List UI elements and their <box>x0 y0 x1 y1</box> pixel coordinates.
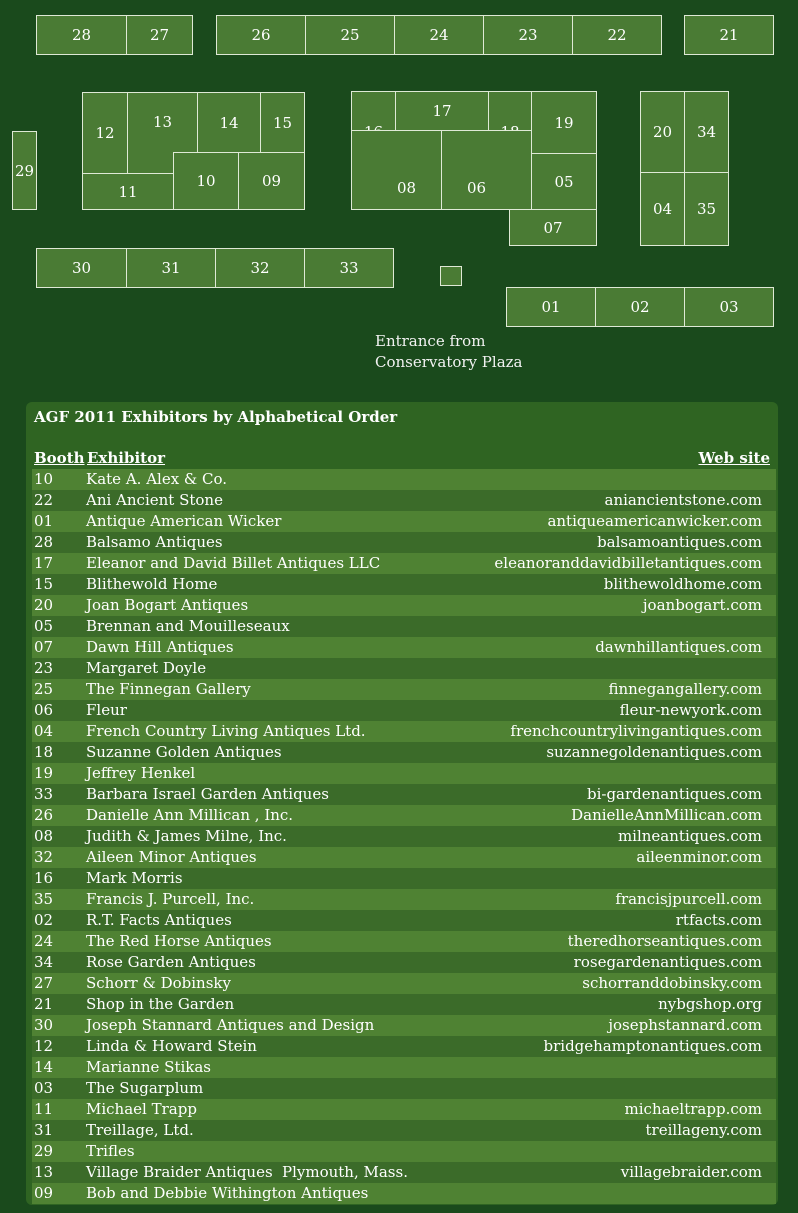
booth-22[interactable]: 22 <box>572 15 662 55</box>
row-website-link[interactable]: fleur-newyork.com <box>619 701 762 719</box>
row-booth: 20 <box>34 596 54 614</box>
table-row <box>32 532 776 553</box>
row-booth: 25 <box>34 680 54 698</box>
table-row <box>32 469 776 490</box>
row-website-link[interactable]: eleanoranddavidbilletantiques.com <box>494 554 762 572</box>
row-exhibitor: Suzanne Golden Antiques <box>86 743 282 761</box>
row-booth: 24 <box>34 932 54 950</box>
booth-10[interactable]: 10 <box>173 152 239 210</box>
booth-15[interactable]: 15 <box>260 92 305 153</box>
row-exhibitor: Blithewold Home <box>86 575 218 593</box>
exhibitor-table-panel <box>26 402 778 1205</box>
table-row <box>32 1036 776 1057</box>
row-website-link[interactable]: josephstannard.com <box>608 1016 762 1034</box>
row-booth: 13 <box>34 1163 54 1181</box>
booth-07[interactable]: 07 <box>509 209 597 246</box>
booth-12[interactable]: 12 <box>82 92 128 174</box>
row-website-link[interactable]: rtfacts.com <box>675 911 762 929</box>
booth-34[interactable]: 34 <box>684 91 729 173</box>
row-website-link[interactable]: nybgshop.org <box>658 995 762 1013</box>
table-row <box>32 763 776 784</box>
row-booth: 07 <box>34 638 54 656</box>
row-booth: 12 <box>34 1037 54 1055</box>
row-website-link[interactable]: villagebraider.com <box>620 1163 762 1181</box>
row-booth: 28 <box>34 533 54 551</box>
table-row <box>32 784 776 805</box>
row-exhibitor: Schorr & Dobinsky <box>86 974 231 992</box>
row-exhibitor: Rose Garden Antiques <box>86 953 256 971</box>
table-row <box>32 490 776 511</box>
row-exhibitor: Marianne Stikas <box>86 1058 212 1076</box>
booth-31[interactable]: 31 <box>126 248 216 288</box>
row-website-link[interactable]: schorranddobinsky.com <box>582 974 762 992</box>
table-row <box>32 847 776 868</box>
row-exhibitor: Joan Bogart Antiques <box>86 596 249 614</box>
booth-19[interactable]: 19 <box>531 91 597 154</box>
booth-08[interactable]: 08 <box>351 130 442 210</box>
row-exhibitor: Francis J. Purcell, Inc. <box>86 890 255 908</box>
row-booth: 06 <box>34 701 54 719</box>
row-website-link[interactable]: blithewoldhome.com <box>603 575 762 593</box>
booth-24[interactable]: 24 <box>394 15 484 55</box>
row-website-link[interactable]: rosegardenantiques.com <box>573 953 762 971</box>
table-row <box>32 910 776 931</box>
row-exhibitor: Michael Trapp <box>86 1100 197 1118</box>
booth-32[interactable]: 32 <box>215 248 305 288</box>
row-booth: 04 <box>34 722 54 740</box>
row-exhibitor: R.T. Facts Antiques <box>86 911 232 929</box>
booth-26[interactable]: 26 <box>216 15 306 55</box>
row-booth: 32 <box>34 848 54 866</box>
row-website-link[interactable]: bi-gardenantiques.com <box>586 785 762 803</box>
row-website-link[interactable]: aileenminor.com <box>636 848 762 866</box>
booth-09[interactable]: 09 <box>238 152 305 210</box>
row-exhibitor: The Sugarplum <box>86 1079 204 1097</box>
row-booth: 15 <box>34 575 54 593</box>
row-exhibitor: Village Braider Antiques <box>86 1163 273 1181</box>
table-row <box>32 868 776 889</box>
row-exhibitor: Treillage, Ltd. <box>86 1121 194 1139</box>
table-row <box>32 1141 776 1162</box>
table-header-row <box>34 449 770 469</box>
table-row <box>32 616 776 637</box>
table-row <box>32 1162 776 1183</box>
row-exhibitor: Trifles <box>86 1142 135 1160</box>
row-booth: 33 <box>34 785 54 803</box>
table-row <box>32 1015 776 1036</box>
row-website-link[interactable]: treillageny.com <box>645 1121 762 1139</box>
booth-11[interactable]: 11 <box>82 173 174 210</box>
row-location: Plymouth, Mass. <box>282 1163 408 1181</box>
booth-21[interactable]: 21 <box>684 15 774 55</box>
row-booth: 29 <box>34 1142 54 1160</box>
table-row <box>32 1099 776 1120</box>
table-row <box>32 805 776 826</box>
row-exhibitor: Eleanor and David Billet Antiques LLC <box>86 554 381 572</box>
row-website-link[interactable]: finnegangallery.com <box>608 680 762 698</box>
row-exhibitor: Judith & James Milne, Inc. <box>86 827 287 845</box>
header-booth: Booth <box>34 449 85 467</box>
table-row <box>32 1057 776 1078</box>
row-booth: 35 <box>34 890 54 908</box>
row-booth: 34 <box>34 953 54 971</box>
row-exhibitor: Antique American Wicker <box>86 512 282 530</box>
row-booth: 03 <box>34 1079 54 1097</box>
row-booth: 19 <box>34 764 54 782</box>
row-booth: 14 <box>34 1058 54 1076</box>
table-row <box>32 700 776 721</box>
row-website-link[interactable]: bridgehamptonantiques.com <box>543 1037 762 1055</box>
table-row <box>32 553 776 574</box>
booth-20[interactable]: 20 <box>640 91 685 173</box>
booth-14[interactable]: 14 <box>197 92 261 153</box>
row-exhibitor: Linda & Howard Stein <box>86 1037 257 1055</box>
row-website-link[interactable]: michaeltrapp.com <box>624 1100 762 1118</box>
row-booth: 05 <box>34 617 54 635</box>
table-row <box>32 952 776 973</box>
booth-01[interactable]: 01 <box>506 287 596 327</box>
row-website-link[interactable]: francisjpurcell.com <box>615 890 762 908</box>
entrance-marker <box>440 266 462 286</box>
booth-25[interactable]: 25 <box>305 15 395 55</box>
row-booth: 26 <box>34 806 54 824</box>
table-row <box>32 994 776 1015</box>
row-exhibitor: Barbara Israel Garden Antiques <box>86 785 329 803</box>
row-booth: 01 <box>34 512 54 530</box>
table-row <box>32 721 776 742</box>
booth-23[interactable]: 23 <box>483 15 573 55</box>
row-booth: 09 <box>34 1184 54 1202</box>
row-exhibitor: French Country Living Antiques Ltd. <box>86 722 366 740</box>
booth-27[interactable]: 27 <box>126 15 193 55</box>
table-row <box>32 679 776 700</box>
row-exhibitor: Brennan and Mouilleseaux <box>86 617 290 635</box>
row-exhibitor: Bob and Debbie Withington Antiques <box>86 1184 369 1202</box>
row-exhibitor: Kate A. Alex & Co. <box>86 470 228 488</box>
booth-02[interactable]: 02 <box>595 287 685 327</box>
row-website-link[interactable]: suzannegoldenantiques.com <box>546 743 762 761</box>
booth-03[interactable]: 03 <box>684 287 774 327</box>
table-row <box>32 742 776 763</box>
booth-04[interactable]: 04 <box>640 172 685 246</box>
row-booth: 10 <box>34 470 54 488</box>
row-exhibitor: Ani Ancient Stone <box>86 491 223 509</box>
table-row <box>32 931 776 952</box>
row-exhibitor: The Finnegan Gallery <box>86 680 251 698</box>
row-exhibitor: Fleur <box>86 701 127 719</box>
booth-05[interactable]: 05 <box>531 153 597 210</box>
table-row <box>32 1078 776 1099</box>
table-row <box>32 973 776 994</box>
table-row <box>32 595 776 616</box>
table-row <box>32 637 776 658</box>
row-booth: 08 <box>34 827 54 845</box>
row-website-link[interactable]: dawnhillantiques.com <box>595 638 762 656</box>
booth-30[interactable]: 30 <box>36 248 127 288</box>
table-row <box>32 658 776 679</box>
row-website-link[interactable]: theredhorseantiques.com <box>567 932 762 950</box>
row-website-link[interactable]: milneantiques.com <box>617 827 762 845</box>
row-website-link[interactable]: frenchcountrylivingantiques.com <box>510 722 762 740</box>
table-row <box>32 826 776 847</box>
booth-28[interactable]: 28 <box>36 15 127 55</box>
row-website-link[interactable]: balsamoantiques.com <box>597 533 762 551</box>
row-exhibitor: Danielle Ann Millican , Inc. <box>86 806 294 824</box>
row-website-link[interactable]: joanbogart.com <box>642 596 762 614</box>
row-booth: 31 <box>34 1121 54 1139</box>
row-booth: 30 <box>34 1016 54 1034</box>
row-exhibitor: Dawn Hill Antiques <box>86 638 234 656</box>
header-website: Web site <box>698 449 770 467</box>
entrance-label-line2: Conservatory Plaza <box>375 353 523 371</box>
row-exhibitor: Margaret Doyle <box>86 659 207 677</box>
table-title: AGF 2011 Exhibitors by Alphabetical Order <box>34 408 398 426</box>
row-exhibitor: Mark Morris <box>86 869 183 887</box>
entrance-label-line1: Entrance from <box>375 332 486 350</box>
table-row <box>32 1183 776 1204</box>
row-exhibitor: Jeffrey Henkel <box>86 764 196 782</box>
entrance-label <box>375 331 522 373</box>
row-website-link[interactable]: antiqueamericanwicker.com <box>547 512 762 530</box>
row-exhibitor: Balsamo Antiques <box>86 533 223 551</box>
row-booth: 18 <box>34 743 54 761</box>
row-booth: 23 <box>34 659 54 677</box>
booth-29[interactable]: 29 <box>12 131 37 210</box>
row-booth: 16 <box>34 869 54 887</box>
row-booth: 27 <box>34 974 54 992</box>
row-exhibitor: The Red Horse Antiques <box>86 932 272 950</box>
table-row <box>32 1120 776 1141</box>
table-row <box>32 889 776 910</box>
row-booth: 02 <box>34 911 54 929</box>
row-exhibitor: Joseph Stannard Antiques and Design <box>86 1016 375 1034</box>
booth-06[interactable]: 06 <box>441 130 532 210</box>
header-exhibitor: Exhibitor <box>87 449 166 467</box>
row-website-link[interactable]: DanielleAnnMillican.com <box>571 806 762 824</box>
row-booth: 21 <box>34 995 54 1013</box>
row-exhibitor: Shop in the Garden <box>86 995 235 1013</box>
booth-13[interactable]: 13 <box>127 92 198 174</box>
booth-17[interactable]: 17 <box>395 91 489 131</box>
table-row <box>32 511 776 532</box>
booth-33[interactable]: 33 <box>304 248 394 288</box>
row-booth: 17 <box>34 554 54 572</box>
row-website-link[interactable]: aniancientstone.com <box>604 491 762 509</box>
booth-35[interactable]: 35 <box>684 172 729 246</box>
row-booth: 11 <box>34 1100 54 1118</box>
row-booth: 22 <box>34 491 54 509</box>
row-exhibitor: Aileen Minor Antiques <box>86 848 257 866</box>
exhibitor-rows <box>32 469 776 1204</box>
table-row <box>32 574 776 595</box>
